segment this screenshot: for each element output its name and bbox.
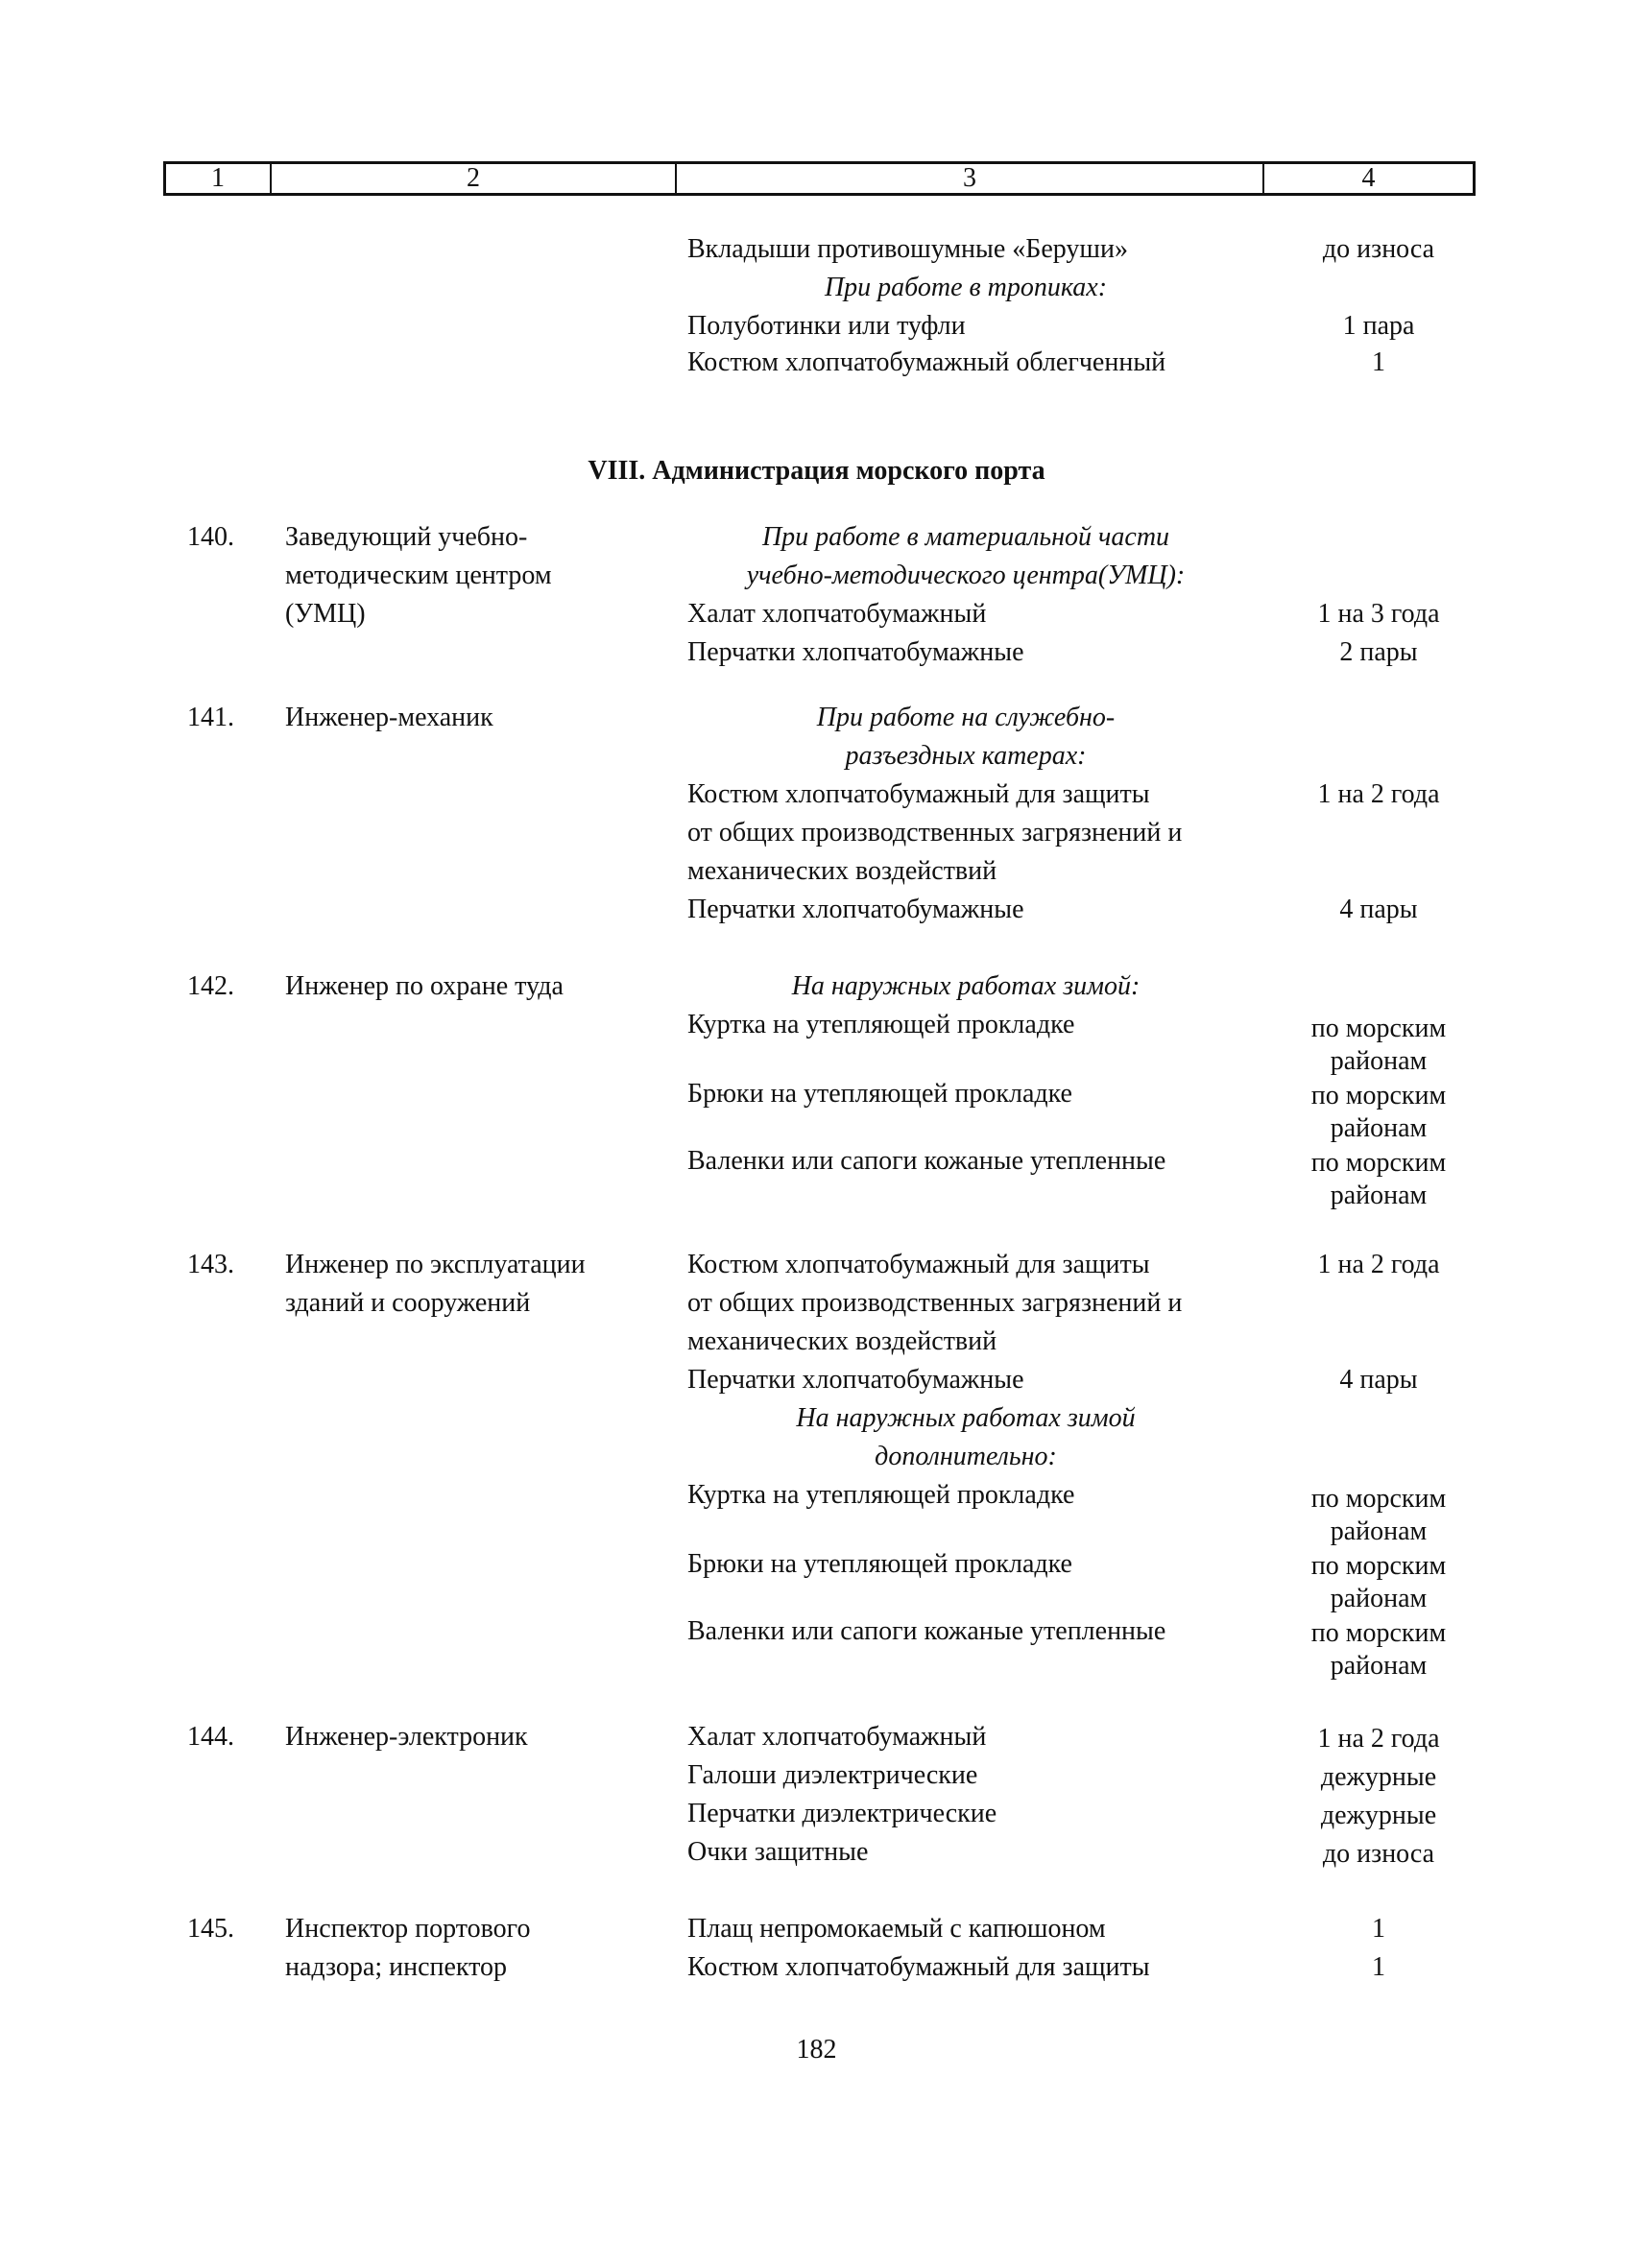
item-name: Костюм хлопчатобумажный для защиты (687, 1952, 1150, 1982)
item-name: Валенки или сапоги кожаные утепленные (687, 1616, 1166, 1646)
item-name: Халат хлопчатобумажный (687, 599, 987, 629)
position-title-line: (УМЦ) (285, 599, 366, 629)
item-name: Халат хлопчатобумажный (687, 1722, 987, 1752)
entry-number: 142. (187, 971, 234, 1001)
item-quantity: до износа (1322, 234, 1435, 264)
item-name: механических воздействий (687, 1326, 997, 1356)
entry-number: 144. (187, 1722, 234, 1752)
entry-number: 140. (187, 522, 234, 552)
condition-label: дополнительно: (875, 1442, 1057, 1471)
item-name: от общих производственных загрязнений и (687, 1288, 1183, 1318)
item-quantity: районам (1330, 1113, 1428, 1143)
item-name: Куртка на утепляющей прокладке (687, 1010, 1075, 1039)
item-quantity: районам (1330, 1181, 1428, 1210)
item-quantity: районам (1330, 1046, 1428, 1076)
item-name: Галоши диэлектрические (687, 1760, 978, 1790)
item-name: Куртка на утепляющей прокладке (687, 1480, 1075, 1510)
item-quantity: 1 пара (1342, 311, 1415, 341)
condition-label: При работе в материальной части (761, 522, 1170, 552)
position-title-line: зданий и сооружений (285, 1288, 531, 1318)
entry-number: 143. (187, 1250, 234, 1279)
condition-label: При работе на служебно- (816, 703, 1116, 732)
position-title-line: методическим центром (285, 561, 552, 590)
item-name: Полуботинки или туфли (687, 311, 966, 341)
item-quantity: 1 на 2 года (1317, 779, 1440, 809)
item-name: механических воздействий (687, 856, 997, 886)
item-quantity: 4 пары (1339, 895, 1418, 924)
item-quantity: 1 (1372, 347, 1385, 377)
column-header-table (163, 161, 1476, 196)
item-name: Вкладыши противошумные «Беруши» (687, 234, 1128, 264)
item-name: Плащ непромокаемый с капюшоном (687, 1914, 1106, 1944)
item-quantity: по морским (1310, 1148, 1447, 1178)
item-quantity: по морским (1310, 1551, 1447, 1581)
position-title-line: Инженер по эксплуатации (285, 1250, 586, 1279)
item-quantity: 2 пары (1339, 637, 1418, 667)
position-title-line: Заведующий учебно- (285, 522, 528, 552)
item-name: Костюм хлопчатобумажный для защиты (687, 1250, 1150, 1279)
item-quantity: 1 на 2 года (1317, 1250, 1440, 1279)
item-name: Перчатки хлопчатобумажные (687, 895, 1024, 924)
column-header-4: 4 (1361, 163, 1376, 193)
position-title-line: Инспектор портового (285, 1914, 531, 1944)
item-quantity: 1 на 2 года (1317, 1724, 1440, 1754)
entry-number: 145. (187, 1914, 234, 1944)
page-number: 182 (796, 2035, 837, 2065)
section-title: VIII. Администрация морского порта (588, 456, 1045, 486)
item-name: от общих производственных загрязнений и (687, 818, 1183, 848)
item-quantity: по морским (1310, 1014, 1447, 1043)
item-quantity: 1 (1372, 1952, 1385, 1982)
item-name: Брюки на утепляющей прокладке (687, 1079, 1072, 1109)
item-quantity: 4 пары (1339, 1365, 1418, 1395)
item-name: Костюм хлопчатобумажный облегченный (687, 347, 1166, 377)
item-quantity: районам (1330, 1651, 1428, 1681)
position-title-line: Инженер-электроник (285, 1722, 528, 1752)
item-name: Перчатки хлопчатобумажные (687, 637, 1024, 667)
position-title-line: Инженер-механик (285, 703, 493, 732)
item-name: Костюм хлопчатобумажный для защиты (687, 779, 1150, 809)
condition-label: учебно-методического центра(УМЦ): (746, 561, 1186, 590)
item-quantity: 1 (1372, 1914, 1385, 1944)
condition-label: На наружных работах зимой: (791, 971, 1141, 1001)
entry-number: 141. (187, 703, 234, 732)
item-quantity: по морским (1310, 1618, 1447, 1648)
item-name: Очки защитные (687, 1837, 869, 1867)
item-quantity: районам (1330, 1516, 1428, 1546)
item-quantity: дежурные (1320, 1762, 1437, 1792)
condition-label: На наружных работах зимой (796, 1403, 1136, 1433)
item-quantity: по морским (1310, 1484, 1447, 1514)
item-name: Перчатки диэлектрические (687, 1799, 997, 1828)
column-header-3: 3 (677, 164, 1264, 193)
item-name: Перчатки хлопчатобумажные (687, 1365, 1024, 1395)
item-quantity: дежурные (1320, 1801, 1437, 1830)
column-header-1: 1 (166, 164, 272, 193)
item-quantity: по морским (1310, 1081, 1447, 1110)
item-quantity: до износа (1322, 1839, 1435, 1869)
position-title-line: надзора; инспектор (285, 1952, 508, 1982)
item-name: Валенки или сапоги кожаные утепленные (687, 1146, 1166, 1176)
column-header-2: 2 (272, 164, 677, 193)
condition-label: разъездных катерах: (845, 741, 1087, 771)
item-quantity: районам (1330, 1584, 1428, 1613)
position-title-line: Инженер по охране туда (285, 971, 564, 1001)
item-name: Брюки на утепляющей прокладке (687, 1549, 1072, 1579)
condition-label: При работе в тропиках: (824, 273, 1108, 302)
item-quantity: 1 на 3 года (1317, 599, 1440, 629)
